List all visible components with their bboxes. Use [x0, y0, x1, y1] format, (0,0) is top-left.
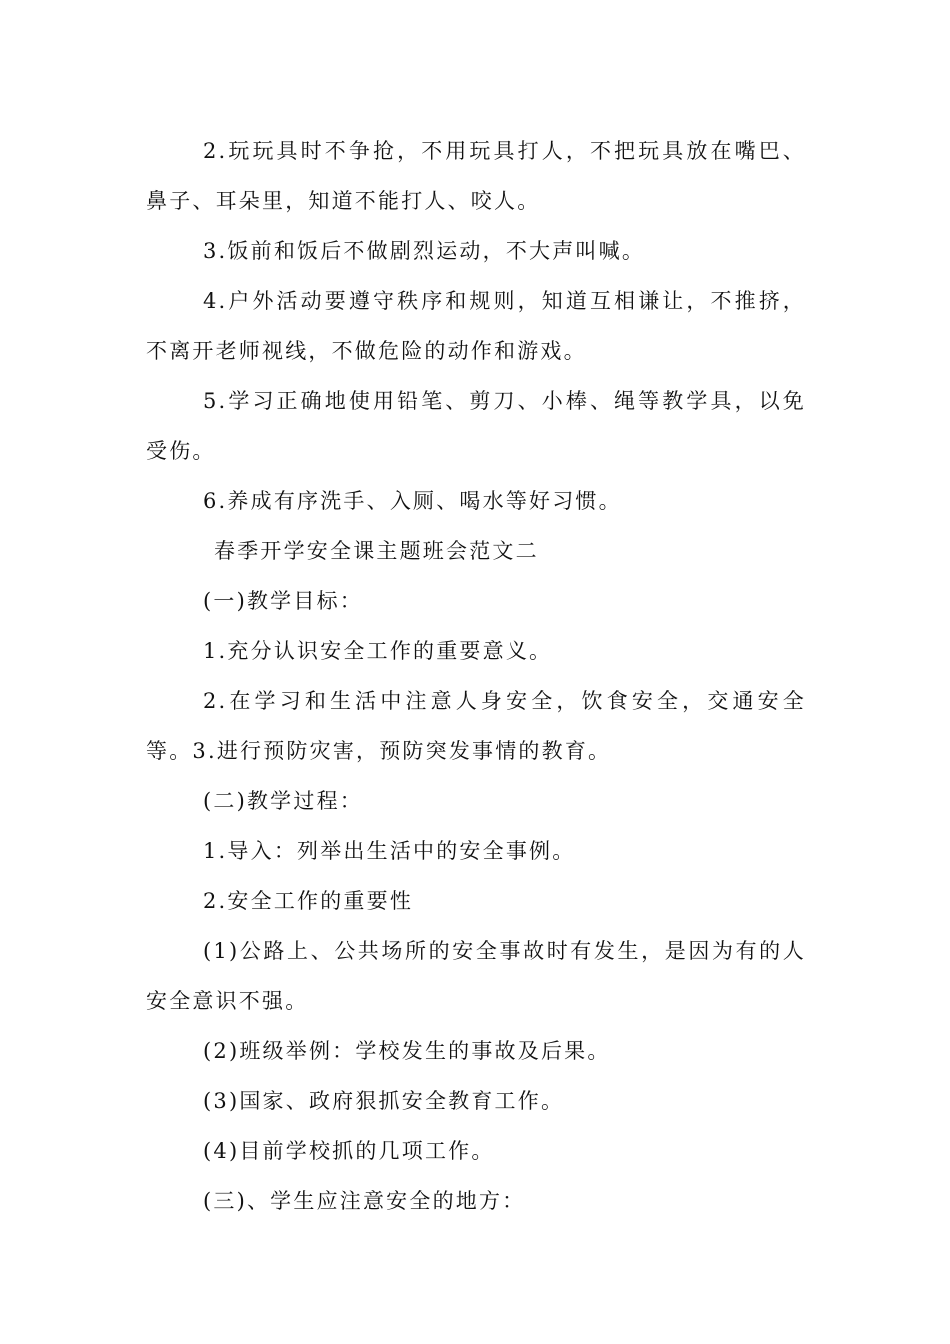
process-item-1: 1.导入：列举出生活中的安全事例。 — [203, 839, 576, 863]
process-item-2: 2.安全工作的重要性 — [203, 889, 414, 913]
subitem-3: (3)国家、政府狠抓安全教育工作。 — [203, 1089, 565, 1113]
subitem-1: (1)公路上、公共场所的安全事故时有发生，是因为有的人安全意识不强。 — [146, 939, 806, 1013]
heading-teaching-goals: (一)教学目标： — [203, 589, 363, 613]
paragraph-outdoor-rules: 4.户外活动要遵守秩序和规则，知道互相谦让，不推挤，不离开老师视线，不做危险的动作和游戏。 — [146, 289, 806, 363]
goal-item-2-3: 2.在学习和生活中注意人身安全，饮食安全，交通安全等。3.进行预防灾害，预防突发事情的教育。 — [146, 689, 806, 763]
subitem-4: (4)目前学校抓的几项工作。 — [203, 1139, 495, 1163]
section-title: 春季开学安全课主题班会范文二 — [214, 539, 539, 563]
paragraph-habits: 6.养成有序洗手、入厕、喝水等好习惯。 — [203, 489, 622, 513]
paragraph-tool-rules: 5.学习正确地使用铅笔、剪刀、小棒、绳等教学具，以免受伤。 — [146, 389, 806, 463]
heading-teaching-process: (二)教学过程： — [203, 789, 363, 813]
goal-item-1: 1.充分认识安全工作的重要意义。 — [203, 639, 553, 663]
paragraph-meal-rules: 3.饭前和饭后不做剧烈运动，不大声叫喊。 — [203, 239, 646, 263]
heading-safety-places: (三)、学生应注意安全的地方： — [203, 1189, 526, 1213]
subitem-2: (2)班级举例：学校发生的事故及后果。 — [203, 1039, 611, 1063]
paragraph-toy-rules: 2.玩玩具时不争抢，不用玩具打人，不把玩具放在嘴巴、鼻子、耳朵里，知道不能打人、咬人。 — [146, 139, 806, 213]
